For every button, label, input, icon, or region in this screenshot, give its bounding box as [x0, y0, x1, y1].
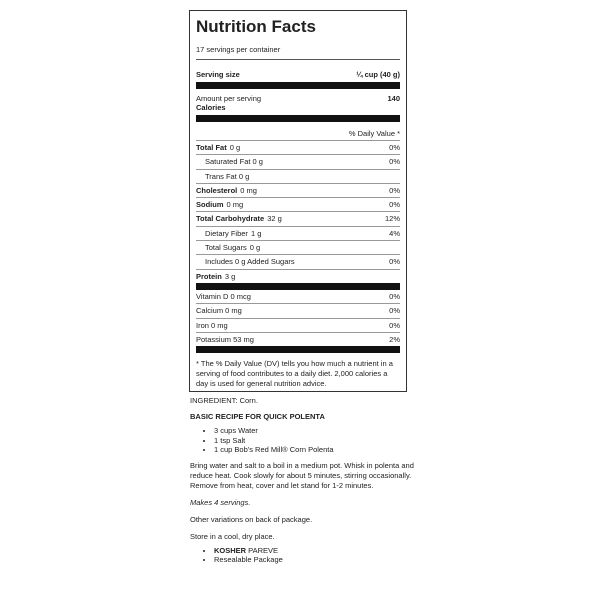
vitamin-row	[196, 319, 400, 333]
vitamin-name: Potassium 53 mg	[196, 334, 254, 344]
nutrient-row	[196, 227, 400, 241]
serving-size-label: Serving size	[196, 70, 240, 79]
nutrient-daily-value: 0%	[389, 257, 400, 267]
amount-per-serving-label: Amount per serving	[196, 94, 262, 103]
nutrient-label: Saturated Fat 0 g	[205, 157, 263, 167]
daily-value-header: % Daily Value *	[196, 127, 400, 141]
nutrient-label: Cholesterol	[196, 185, 238, 195]
nutrient-list	[196, 141, 400, 283]
calories-value: 140	[387, 94, 400, 103]
nutrient-daily-value: 0%	[389, 200, 400, 210]
vitamin-name: Vitamin D 0 mcg	[196, 291, 251, 301]
nutrient-daily-value: 4%	[389, 228, 400, 238]
nutrient-amount: 3 g	[224, 271, 236, 281]
label-title: Nutrition Facts	[196, 17, 316, 36]
nutrient-label: Protein	[196, 271, 222, 281]
divider-thick	[196, 115, 400, 122]
vitamin-row	[196, 290, 400, 304]
ingredients: INGREDIENT: Corn.	[190, 396, 258, 405]
divider-thick	[196, 346, 400, 353]
package-text	[190, 396, 415, 565]
vitamin-name: Iron 0 mg	[196, 320, 228, 330]
nutrient-name	[205, 227, 261, 240]
vitamin-row	[196, 304, 400, 318]
nutrient-row	[196, 255, 400, 269]
recipe-heading: BASIC RECIPE FOR QUICK POLENTA	[190, 412, 325, 421]
recipe-instructions: Bring water and salt to a boil in a medium pot. Whisk in polenta and reduce heat. Cook slowly for about 5 minutes, stirring occasionally. Remove from heat, cover and let stand for 1-2 minutes.	[190, 460, 414, 490]
pareve-label: PAREVE	[246, 545, 279, 555]
nutrient-name	[205, 170, 249, 183]
nutrient-name	[196, 212, 282, 225]
nutrient-label: Dietary Fiber	[205, 228, 248, 238]
nutrient-amount: 0 g	[229, 143, 241, 152]
nutrient-name	[205, 155, 263, 168]
nutrient-daily-value: 0%	[389, 157, 400, 167]
serving-size-row	[196, 70, 400, 79]
amount-per-serving-row	[196, 94, 400, 103]
nutrient-row	[196, 212, 400, 226]
certification-list	[190, 546, 415, 565]
vitamin-daily-value: 0%	[389, 291, 400, 301]
nutrient-name	[196, 141, 240, 154]
nutrient-row	[196, 170, 400, 184]
nutrient-label: Includes 0 g Added Sugars	[205, 257, 295, 267]
daily-value-footnote: * The % Daily Value (DV) tells you how much a nutrient in a serving of food contributes to a daily diet. 2,000 calories a day is used for general nutrition advice.	[196, 359, 393, 389]
makes-servings: Makes 4 servings.	[190, 497, 251, 507]
nutrient-label: Sodium	[196, 200, 224, 210]
nutrient-amount: 32 g	[267, 214, 282, 224]
nutrient-row	[196, 141, 400, 155]
divider-thick	[196, 283, 400, 290]
nutrient-name	[196, 198, 243, 211]
nutrient-row	[196, 270, 400, 283]
recipe-item: • 1 tsp Salt	[214, 436, 415, 446]
nutrient-amount: 0 mg	[240, 185, 257, 195]
divider	[196, 59, 400, 60]
nutrient-name	[196, 184, 257, 197]
kosher-label: KOSHER	[214, 545, 247, 555]
nutrient-label: Total Fat	[196, 143, 227, 152]
serving-size-value: ¼ cup (40 g)	[356, 70, 400, 79]
calories-label: Calories	[196, 103, 226, 112]
nutrient-name	[196, 270, 235, 283]
vitamin-row	[196, 333, 400, 346]
nutrient-daily-value: 0%	[389, 143, 400, 152]
recipe-item: • 1 cup Bob's Red Mill® Corn Polenta	[214, 445, 415, 455]
nutrient-amount: 0 g	[249, 243, 261, 253]
nutrient-label: Trans Fat 0 g	[205, 171, 250, 181]
vitamin-daily-value: 0%	[389, 320, 400, 330]
recipe-item: • 3 cups Water	[214, 426, 415, 436]
nutrient-name	[205, 255, 295, 268]
storage-note: Store in a cool, dry place.	[190, 531, 275, 541]
vitamin-list	[196, 290, 400, 346]
servings-per-container: 17 servings per container	[196, 45, 281, 54]
nutrient-row	[196, 155, 400, 169]
resealable-item: • Resealable Package	[214, 555, 415, 565]
nutrient-row	[196, 198, 400, 212]
nutrient-name	[205, 241, 260, 254]
nutrient-label: Total Sugars	[205, 243, 247, 253]
nutrient-label: Total Carbohydrate	[196, 214, 265, 224]
kosher-item	[214, 546, 415, 556]
recipe-list	[190, 426, 415, 455]
nutrient-row	[196, 241, 400, 255]
vitamin-daily-value: 2%	[389, 334, 400, 344]
nutrient-amount: 0 mg	[226, 200, 244, 210]
nutrient-daily-value: 0%	[389, 185, 400, 195]
vitamin-daily-value: 0%	[389, 306, 400, 316]
nutrient-amount: 1 g	[250, 228, 262, 238]
nutrient-daily-value: 12%	[384, 214, 400, 224]
nutrition-facts-label	[189, 10, 407, 392]
nutrient-row	[196, 184, 400, 198]
vitamin-name: Calcium 0 mg	[196, 306, 242, 316]
variations-note: Other variations on back of package.	[190, 514, 313, 524]
divider-thick	[196, 82, 400, 89]
